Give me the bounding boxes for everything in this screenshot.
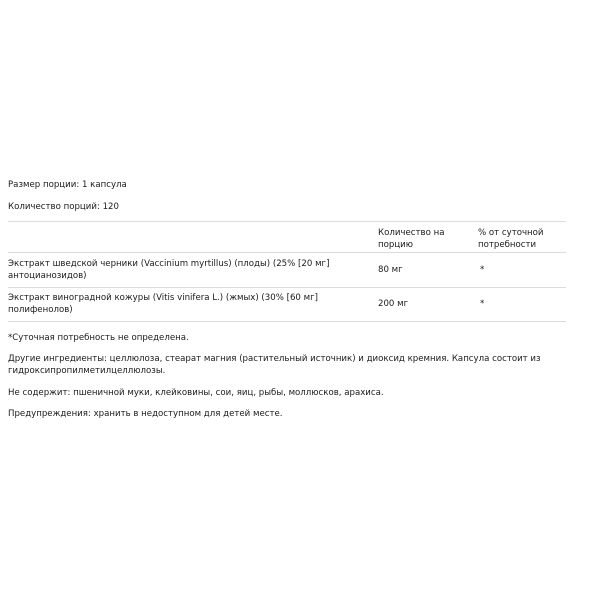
ingredient-name: [8, 258, 368, 282]
column-header-amount: Количество на порцию: [378, 228, 445, 250]
ingredient-name: [8, 292, 368, 316]
ingredient-amount: 200 мг: [378, 299, 409, 309]
divider: [8, 221, 566, 222]
servings-count-value: 120: [102, 202, 119, 212]
divider: [8, 287, 566, 288]
ingredient-name-line: антоцианозидов): [8, 271, 87, 281]
serving-size: [8, 179, 127, 191]
ingredient-name-line: Экстракт шведской черники (Vaccinium myrtillus) (плоды) (25% [20 мг]: [8, 259, 330, 269]
divider: [8, 252, 566, 253]
serving-size-value: 1 капсула: [81, 180, 127, 190]
column-header-daily-value: % от суточной потребности: [478, 228, 544, 250]
servings-count-label: Количество порций:: [8, 202, 100, 212]
servings-per-container: [8, 201, 119, 213]
ingredient-name-line: полифенолов): [8, 305, 73, 315]
daily-value-footnote: *Суточная потребность не определена.: [8, 333, 189, 343]
other-ingredients: Другие ингредиенты: целлюлоза, стеарат магния (растительный источник) и диоксид кремния. Капсула состоит из гидроксипропилметилцеллюлозы.: [8, 354, 541, 376]
ingredient-daily-value: *: [480, 299, 485, 309]
ingredient-daily-value: *: [480, 265, 485, 275]
warnings: Предупреждения: хранить в недоступном для детей месте.: [8, 409, 283, 419]
ingredient-name-line: Экстракт виноградной кожуры (Vitis vinifera L.) (жмых) (30% [60 мг]: [8, 293, 318, 303]
serving-size-label: Размер порции:: [8, 180, 80, 190]
allergen-free-statement: Не содержит: пшеничной муки, клейковины, сои, яиц, рыбы, моллюсков, арахиса.: [8, 388, 384, 398]
ingredient-amount: 80 мг: [378, 265, 403, 275]
divider: [8, 321, 566, 322]
